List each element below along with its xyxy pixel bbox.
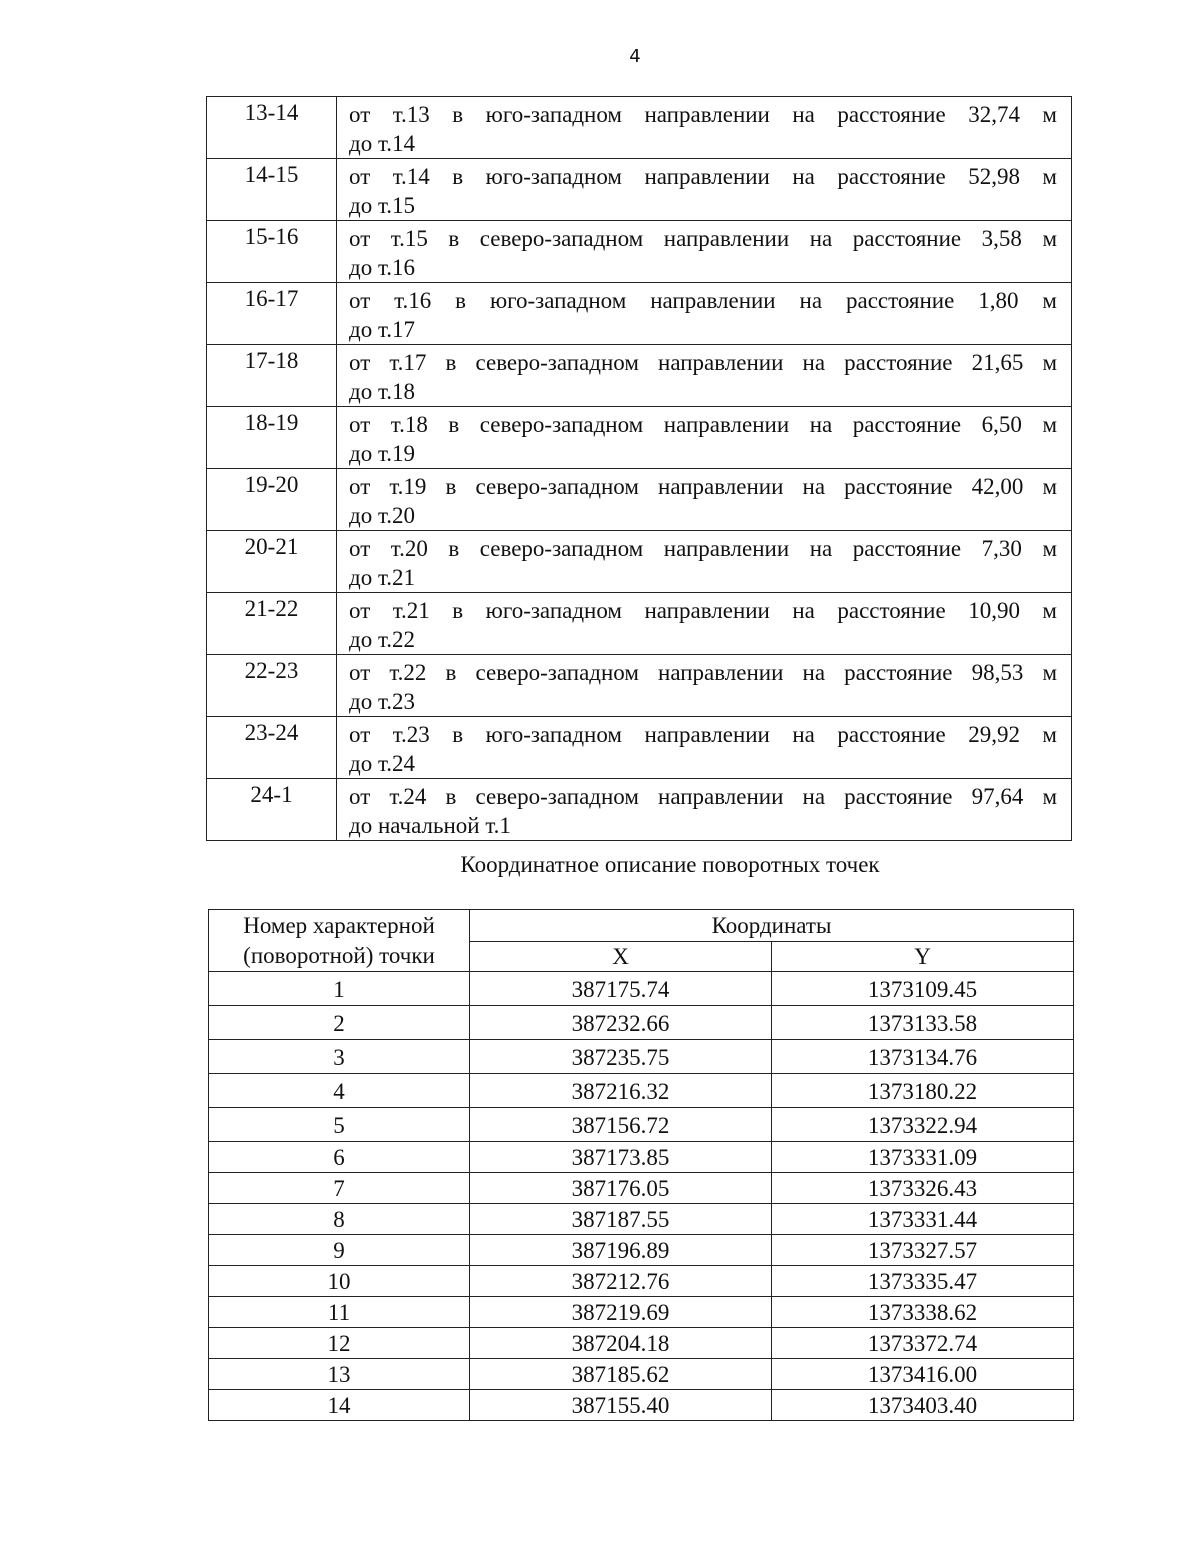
- segment-description-line1: от т.24 в северо-западном направлении на расстояние 97,64 м: [349, 784, 1057, 809]
- header-row: [209, 910, 1074, 942]
- segment-row: [207, 407, 1072, 469]
- segment-row: [207, 221, 1072, 283]
- x-coordinate-cell: 387196.89: [470, 1235, 772, 1266]
- segment-row: [207, 531, 1072, 593]
- segment-row: [207, 97, 1072, 159]
- coords-section-title: Координатное описание поворотных точек: [460, 852, 880, 877]
- segment-description-line2: до т.18: [349, 379, 416, 404]
- point-number-cell: 2: [209, 1006, 470, 1040]
- point-number-cell: 5: [209, 1108, 470, 1142]
- y-coordinate-cell: 1373372.74: [772, 1328, 1074, 1359]
- segment-row: [207, 283, 1072, 345]
- x-coordinate-cell: 387219.69: [470, 1297, 772, 1328]
- point-number-cell: 12: [209, 1328, 470, 1359]
- segment-id: 24-1: [207, 779, 337, 841]
- y-coordinate-cell: 1373134.76: [772, 1040, 1074, 1074]
- x-coordinate-cell: 387232.66: [470, 1006, 772, 1040]
- segment-row: [207, 655, 1072, 717]
- coordinate-row: [209, 1040, 1074, 1074]
- y-coordinate-cell: 1373327.57: [772, 1235, 1074, 1266]
- coordinate-row: [209, 1266, 1074, 1297]
- coordinates-body: [209, 972, 1074, 1421]
- segment-id: 23-24: [207, 717, 337, 779]
- y-coordinate-cell: 1373403.40: [772, 1390, 1074, 1421]
- segment-description-line1: от т.14 в юго-западном направлении на расстояние 52,98 м: [349, 164, 1057, 189]
- coordinates-table-head: [209, 910, 1074, 972]
- segment-description-line2: до т.15: [349, 193, 416, 218]
- x-coordinate-cell: 387216.32: [470, 1074, 772, 1108]
- segment-description: [337, 779, 1072, 841]
- point-number-cell: 8: [209, 1204, 470, 1235]
- coordinate-row: [209, 1390, 1074, 1421]
- segment-id: 13-14: [207, 97, 337, 159]
- y-coordinate-cell: 1373109.45: [772, 972, 1074, 1006]
- segment-id: 21-22: [207, 593, 337, 655]
- x-coordinate-cell: 387175.74: [470, 972, 772, 1006]
- coordinate-row: [209, 1204, 1074, 1235]
- coordinate-row: [209, 972, 1074, 1006]
- coordinate-row: [209, 1006, 1074, 1040]
- segment-row: [207, 779, 1072, 841]
- segment-row: [207, 159, 1072, 221]
- segment-description-line2: до т.17: [349, 317, 416, 342]
- x-coordinate-cell: 387187.55: [470, 1204, 772, 1235]
- x-coordinate-cell: 387173.85: [470, 1142, 772, 1173]
- segment-row: [207, 469, 1072, 531]
- segment-id: 22-23: [207, 655, 337, 717]
- point-number-cell: 9: [209, 1235, 470, 1266]
- segment-description-line1: от т.21 в юго-западном направлении на расстояние 10,90 м: [349, 598, 1057, 623]
- point-number-cell: 1: [209, 972, 470, 1006]
- segment-description: [337, 593, 1072, 655]
- segment-description: [337, 221, 1072, 283]
- x-coordinate-cell: 387212.76: [470, 1266, 772, 1297]
- segment-id: 18-19: [207, 407, 337, 469]
- segment-description-line1: от т.13 в юго-западном направлении на расстояние 32,74 м: [349, 102, 1057, 127]
- coordinates-table: [208, 909, 1074, 1421]
- segment-row: [207, 593, 1072, 655]
- segment-id: 19-20: [207, 469, 337, 531]
- coordinate-row: [209, 1142, 1074, 1173]
- coordinate-row: [209, 1297, 1074, 1328]
- y-coordinate-cell: 1373180.22: [772, 1074, 1074, 1108]
- y-coordinate-cell: 1373331.44: [772, 1204, 1074, 1235]
- segment-description: [337, 345, 1072, 407]
- y-coordinate-cell: 1373335.47: [772, 1266, 1074, 1297]
- x-coordinate-cell: 387204.18: [470, 1328, 772, 1359]
- y-coordinate-cell: 1373133.58: [772, 1006, 1074, 1040]
- coordinate-row: [209, 1108, 1074, 1142]
- point-number-header-line2: (поворотной) точки: [243, 942, 435, 968]
- segment-description-line2: до т.20: [349, 503, 416, 528]
- segment-description: [337, 717, 1072, 779]
- segment-description-line2: до т.19: [349, 441, 416, 466]
- segment-description-line1: от т.15 в северо-западном направлении на расстояние 3,58 м: [349, 226, 1057, 251]
- page-number: 4: [629, 46, 641, 67]
- y-coordinate-cell: 1373338.62: [772, 1297, 1074, 1328]
- y-header: Y: [772, 942, 1074, 972]
- x-coordinate-cell: 387155.40: [470, 1390, 772, 1421]
- x-coordinate-cell: 387235.75: [470, 1040, 772, 1074]
- segment-id: 14-15: [207, 159, 337, 221]
- segment-description-line1: от т.18 в северо-западном направлении на расстояние 6,50 м: [349, 412, 1057, 437]
- segment-description-line2: до т.22: [349, 627, 416, 652]
- segment-description-line1: от т.22 в северо-западном направлении на расстояние 98,53 м: [349, 660, 1057, 685]
- coordinate-row: [209, 1173, 1074, 1204]
- segment-id: 17-18: [207, 345, 337, 407]
- point-number-cell: 4: [209, 1074, 470, 1108]
- point-number-cell: 14: [209, 1390, 470, 1421]
- segment-description-line2: до т.14: [349, 131, 416, 156]
- point-number-cell: 11: [209, 1297, 470, 1328]
- segment-id: 15-16: [207, 221, 337, 283]
- y-coordinate-cell: 1373331.09: [772, 1142, 1074, 1173]
- y-coordinate-cell: 1373322.94: [772, 1108, 1074, 1142]
- coordinate-row: [209, 1074, 1074, 1108]
- segment-row: [207, 717, 1072, 779]
- coordinate-row: [209, 1359, 1074, 1390]
- segment-description-line2: до начальной т.1: [349, 813, 511, 838]
- segment-description: [337, 97, 1072, 159]
- point-number-header-line1: Номер характерной: [243, 912, 435, 938]
- segment-description-line2: до т.23: [349, 689, 416, 714]
- segment-description-line2: до т.21: [349, 565, 416, 590]
- segment-description-line2: до т.16: [349, 255, 416, 280]
- segment-description: [337, 655, 1072, 717]
- segment-description-line1: от т.16 в юго-западном направлении на расстояние 1,80 м: [349, 288, 1057, 313]
- boundary-segments-table: [206, 96, 1072, 841]
- coordinates-header: Координаты: [470, 910, 1074, 942]
- segment-description-line1: от т.23 в юго-западном направлении на расстояние 29,92 м: [349, 722, 1057, 747]
- segment-description: [337, 159, 1072, 221]
- segment-description: [337, 407, 1072, 469]
- x-coordinate-cell: 387185.62: [470, 1359, 772, 1390]
- point-number-cell: 13: [209, 1359, 470, 1390]
- point-number-cell: 7: [209, 1173, 470, 1204]
- segment-description: [337, 531, 1072, 593]
- segment-row: [207, 345, 1072, 407]
- point-number-header: [209, 910, 470, 972]
- segment-description: [337, 469, 1072, 531]
- point-number-cell: 3: [209, 1040, 470, 1074]
- x-header: X: [470, 942, 772, 972]
- y-coordinate-cell: 1373326.43: [772, 1173, 1074, 1204]
- segment-id: 16-17: [207, 283, 337, 345]
- x-coordinate-cell: 387156.72: [470, 1108, 772, 1142]
- segments-body: [207, 97, 1072, 841]
- coordinate-row: [209, 1235, 1074, 1266]
- segment-description-line1: от т.20 в северо-западном направлении на расстояние 7,30 м: [349, 536, 1057, 561]
- y-coordinate-cell: 1373416.00: [772, 1359, 1074, 1390]
- segment-id: 20-21: [207, 531, 337, 593]
- point-number-cell: 6: [209, 1142, 470, 1173]
- coordinate-row: [209, 1328, 1074, 1359]
- segment-description-line1: от т.19 в северо-западном направлении на расстояние 42,00 м: [349, 474, 1057, 499]
- segment-description: [337, 283, 1072, 345]
- x-coordinate-cell: 387176.05: [470, 1173, 772, 1204]
- segment-description-line2: до т.24: [349, 751, 416, 776]
- point-number-cell: 10: [209, 1266, 470, 1297]
- segment-description-line1: от т.17 в северо-западном направлении на расстояние 21,65 м: [349, 350, 1057, 375]
